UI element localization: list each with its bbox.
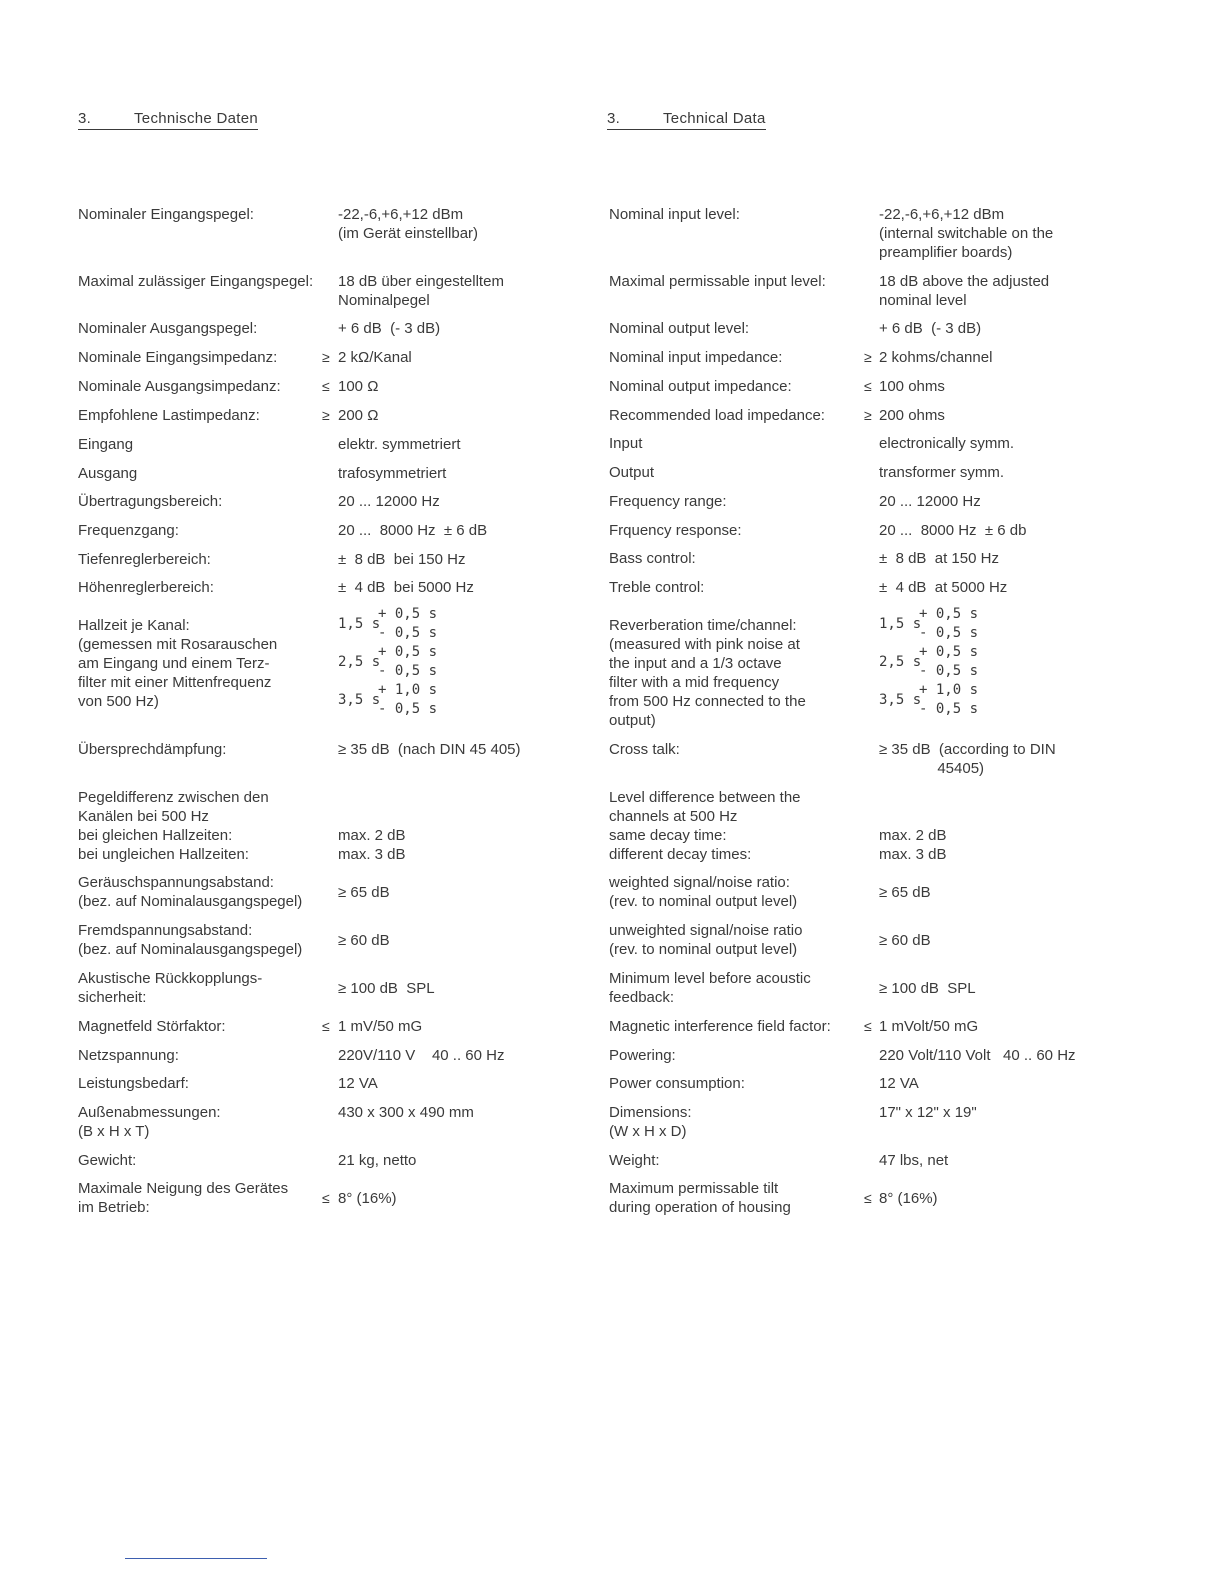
spec-comparator: ≤ [864,378,872,394]
spec-comparator: ≥ [864,407,872,423]
spec-value: 1 mV/50 mG [338,1018,423,1035]
spec-label: Frequency range: [609,493,727,510]
reverb-base: 2,5 s [879,654,922,670]
section-heading-german [78,110,258,130]
spec-value: -22,-6,+6,+12 dBm (internal switchable on the preamplifier boards) [879,206,1054,261]
spec-value: ≥ 35 dB (according to DIN 45405) [879,741,1056,777]
spec-label: Powering: [609,1047,676,1064]
reverb-minus: - 0,5 s [378,701,438,717]
spec-value: ≥ 60 dB [879,932,931,949]
spec-label: Level difference between the channels at 500 Hz same decay time: different decay times: [609,789,801,863]
reverb-minus: - 0,5 s [919,663,979,679]
spec-comparator: ≤ [322,378,330,394]
spec-value: 20 ... 8000 Hz ± 6 dB [338,522,488,539]
reverb-minus: - 0,5 s [919,625,979,641]
reverb-base: 1,5 s [879,616,922,632]
spec-value: 47 lbs, net [879,1152,949,1169]
spec-value: ± 4 dB at 5000 Hz [879,579,1008,596]
spec-value: 18 dB über eingestelltem Nominalpegel [338,273,504,309]
spec-label: Hallzeit je Kanal: (gemessen mit Rosarauschen am Eingang und einem Terz- filter mit einer Mittenfrequenz von 500 Hz) [78,617,278,710]
spec-comparator: ≤ [864,1018,872,1034]
spec-value: ≥ 65 dB [338,884,390,901]
spec-label: Maximal permissable input level: [609,273,826,290]
spec-label: Frequenzgang: [78,522,179,539]
spec-comparator: ≤ [864,1190,872,1206]
spec-label: Magnetic interference field factor: [609,1018,831,1035]
spec-comparator: ≥ [864,349,872,365]
reverb-plus: + 0,5 s [919,644,979,660]
spec-label: Tiefenreglerbereich: [78,551,211,568]
spec-label: Gewicht: [78,1152,137,1169]
spec-label: Netzspannung: [78,1047,179,1064]
spec-value: 220V/110 V 40 .. 60 Hz [338,1047,505,1064]
spec-label: Fremdspannungsabstand: (bez. auf Nominalausgangspegel) [78,922,303,958]
spec-value: transformer symm. [879,464,1005,481]
spec-label: Geräuschspannungsabstand: (bez. auf Nominalausgangspegel) [78,874,303,910]
spec-value: + 6 dB (- 3 dB) [338,320,441,337]
reverb-minus: - 0,5 s [378,663,438,679]
section-heading-english [607,110,766,130]
spec-value: 2 kohms/channel [879,349,993,366]
spec-label: Frquency response: [609,522,742,539]
spec-value: 100 Ω [338,378,379,395]
spec-label: Nominal input level: [609,206,740,223]
spec-value: 1 mVolt/50 mG [879,1018,979,1035]
heading-number: 3. [607,110,621,127]
spec-label: Minimum level before acoustic feedback: [609,970,811,1006]
spec-label: Maximum permissable tilt during operation of housing [609,1180,791,1216]
spec-value: 20 ... 8000 Hz ± 6 db [879,522,1027,539]
spec-value: trafosymmetriert [338,465,447,482]
spec-label: Recommended load impedance: [609,407,825,424]
spec-value: 100 ohms [879,378,945,395]
spec-label: Nominal input impedance: [609,349,783,366]
heading-number: 3. [78,110,92,127]
spec-label: Nominaler Ausgangspegel: [78,320,258,337]
spec-label: Akustische Rückkopplungs- sicherheit: [78,970,263,1006]
spec-label: Leistungsbedarf: [78,1075,189,1092]
spec-label: Übersprechdämpfung: [78,741,227,758]
spec-value: 2 kΩ/Kanal [338,349,412,366]
spec-label: Pegeldifferenz zwischen den Kanälen bei 500 Hz bei gleichen Hallzeiten: bei ungleichen Hallzeiten: [78,789,269,863]
spec-label: Input [609,435,643,452]
spec-label: Power consumption: [609,1075,745,1092]
spec-label: Außenabmessungen: (B x H x T) [78,1104,221,1140]
reverb-plus: + 0,5 s [378,644,438,660]
spec-label: Magnetfeld Störfaktor: [78,1018,226,1035]
spec-value: electronically symm. [879,435,1015,452]
spec-comparator: ≥ [322,349,330,365]
spec-label: Höhenreglerbereich: [78,579,214,596]
spec-label: Ausgang [78,465,138,482]
spec-label: Treble control: [609,579,705,596]
reverb-base: 3,5 s [879,692,922,708]
spec-comparator: ≥ [322,407,330,423]
spec-value: 20 ... 12000 Hz [879,493,981,510]
spec-label: Cross talk: [609,741,680,758]
spec-label: Empfohlene Lastimpedanz: [78,407,260,424]
spec-label: Reverberation time/channel: (measured with pink noise at the input and a 1/3 octave filter with a mid frequency from 500 Hz connected to the output) [609,617,806,729]
spec-value: ± 8 dB bei 150 Hz [338,551,466,568]
spec-value: 12 VA [879,1075,919,1092]
spec-label: Output [609,464,655,481]
spec-value: 8° (16%) [879,1190,938,1207]
spec-value: 220 Volt/110 Volt 40 .. 60 Hz [879,1047,1076,1064]
spec-value: + 6 dB (- 3 dB) [879,320,982,337]
spec-label: unweighted signal/noise ratio (rev. to nominal output level) [609,922,803,958]
heading-title: Technische Daten [134,110,259,127]
spec-value: ≥ 65 dB [879,884,931,901]
reverb-minus: - 0,5 s [919,701,979,717]
spec-label: Übertragungsbereich: [78,493,223,510]
spec-label: Nominaler Eingangspegel: [78,206,254,223]
reverb-plus: + 0,5 s [378,606,438,622]
spec-label: Nominale Ausgangsimpedanz: [78,378,281,395]
reverb-base: 3,5 s [338,692,381,708]
spec-value: ≥ 35 dB (nach DIN 45 405) [338,741,521,758]
spec-value: ± 8 dB at 150 Hz [879,550,999,567]
spec-value: 20 ... 12000 Hz [338,493,440,510]
spec-value: 18 dB above the adjusted nominal level [879,273,1050,309]
spec-value: 200 Ω [338,407,379,424]
spec-label: weighted signal/noise ratio: (rev. to nominal output level) [609,874,798,910]
spec-label: Nominale Eingangsimpedanz: [78,349,278,366]
reverb-base: 1,5 s [338,616,381,632]
spec-value: elektr. symmetriert [338,436,461,453]
spec-value: ≥ 100 dB SPL [338,980,435,997]
reverb-minus: - 0,5 s [378,625,438,641]
spec-label: Maximale Neigung des Gerätes im Betrieb: [78,1180,289,1216]
reverb-base: 2,5 s [338,654,381,670]
spec-label: Weight: [609,1152,660,1169]
spec-label: Eingang [78,436,134,453]
spec-label: Nominal output impedance: [609,378,792,395]
reverb-plus: + 1,0 s [919,682,979,698]
reverb-plus: + 1,0 s [378,682,438,698]
spec-label: Bass control: [609,550,696,567]
reverb-plus: + 0,5 s [919,606,979,622]
spec-value: 430 x 300 x 490 mm [338,1104,474,1121]
spec-value: 12 VA [338,1075,378,1092]
spec-value: 8° (16%) [338,1190,397,1207]
spec-comparator: ≤ [322,1190,330,1206]
spec-value: ≥ 60 dB [338,932,390,949]
spec-value: max. 2 dB max. 3 dB [338,827,406,863]
spec-value: ± 4 dB bei 5000 Hz [338,579,474,596]
spec-label: Dimensions: (W x H x D) [609,1104,692,1140]
spec-value: max. 2 dB max. 3 dB [879,827,947,863]
footer-rule [125,1558,267,1559]
spec-value: -22,-6,+6,+12 dBm (im Gerät einstellbar) [338,206,479,242]
spec-value: 200 ohms [879,407,945,424]
spec-value: 17" x 12" x 19" [879,1104,977,1121]
spec-label: Maximal zulässiger Eingangspegel: [78,273,314,290]
spec-value: ≥ 100 dB SPL [879,980,976,997]
spec-value: 21 kg, netto [338,1152,417,1169]
spec-comparator: ≤ [322,1018,330,1034]
spec-label: Nominal output level: [609,320,750,337]
heading-title: Technical Data [663,110,766,127]
